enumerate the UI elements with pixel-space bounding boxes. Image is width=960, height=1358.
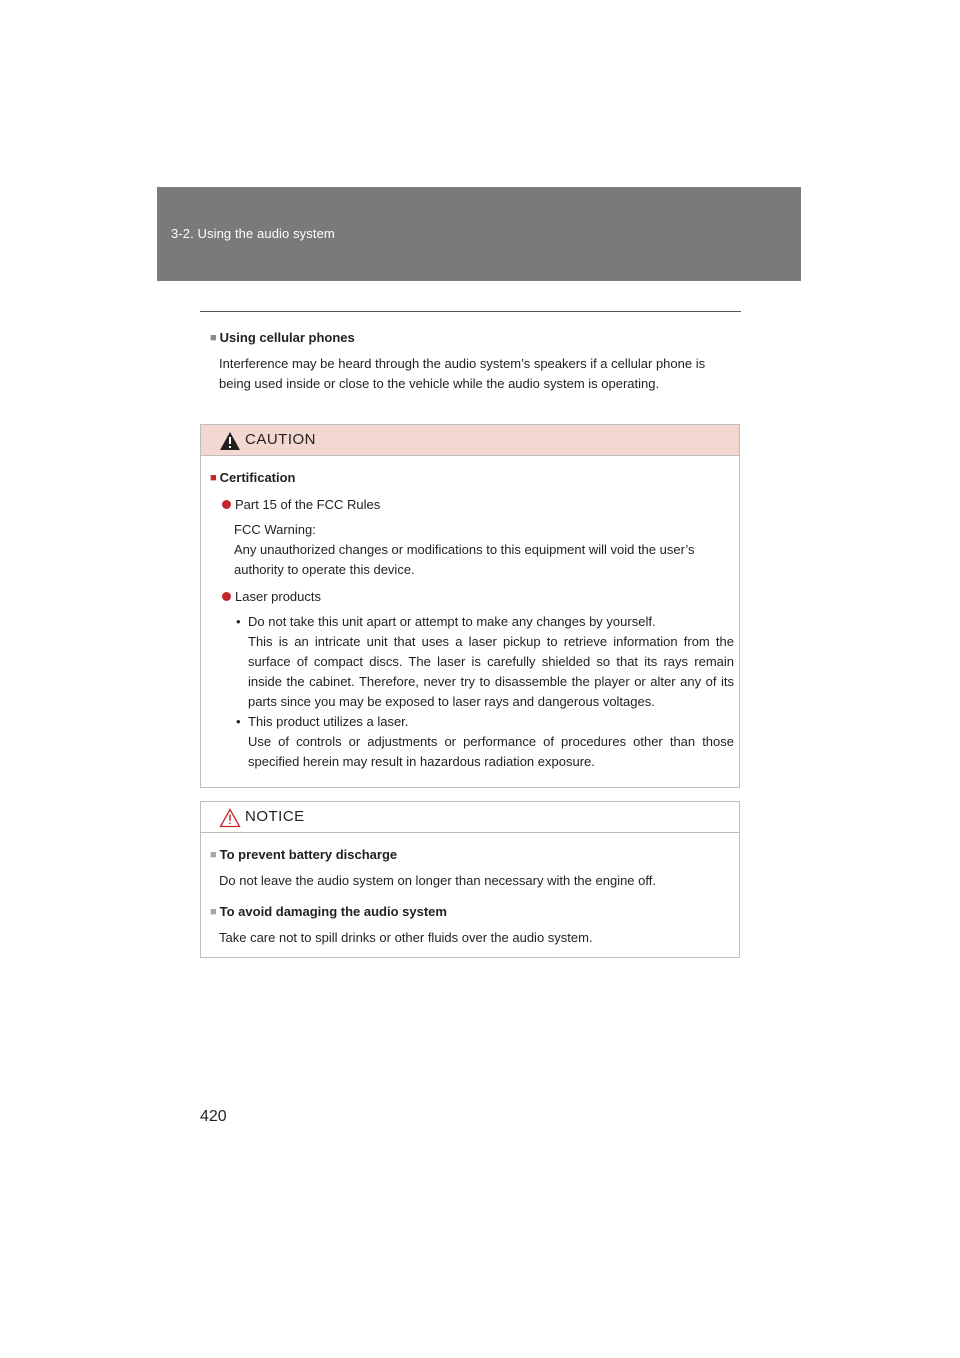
square-bullet-icon: ■	[210, 849, 217, 861]
caution-header	[201, 425, 739, 456]
laser-bullets	[236, 612, 734, 772]
intro-text: Interference may be heard through the audio system’s speakers if a cellular phone is being used inside or close to the vehicle while the audio system is operating.	[219, 356, 706, 391]
damage-heading: ■ To avoid damaging the audio system	[210, 904, 447, 919]
caution-label: CAUTION	[245, 431, 316, 448]
square-bullet-icon: ■	[210, 332, 217, 344]
caution-box	[200, 424, 740, 788]
notice-triangle-icon	[219, 808, 241, 828]
circle-bullet-icon	[222, 500, 231, 509]
caution-body	[210, 469, 734, 772]
notice-box	[200, 801, 740, 958]
list-item: • Do not take this unit apart or attempt to make any changes by yourself. This is an intricate unit that uses a laser pickup to retrieve information from the surface of compact discs. The laser is carefully shielded so that its rays remain inside the cabinet. Therefore, never try to disassemble the player or alter any of its parts since you may be exposed to laser rays and dangerous voltages.	[236, 614, 734, 709]
laser-products-item: Laser products	[222, 588, 734, 606]
notice-body	[210, 846, 734, 948]
battery-text: Do not leave the audio system on longer than necessary with the engine off.	[219, 873, 656, 888]
certification-heading: ■ Certification	[210, 470, 296, 485]
square-bullet-icon: ■	[210, 472, 217, 484]
notice-header	[201, 802, 739, 833]
fcc-warning-text: FCC Warning: Any unauthorized changes or modifications to this equipment will void the user’s authority to operate this device.	[234, 522, 695, 577]
intro-section	[210, 329, 740, 394]
section-title: 3-2. Using the audio system	[171, 226, 335, 241]
header-band	[157, 187, 801, 281]
notice-label: NOTICE	[245, 808, 305, 825]
dot-bullet-icon: •	[236, 714, 241, 729]
intro-heading: ■ Using cellular phones	[210, 330, 355, 345]
page-number: 420	[200, 1108, 227, 1125]
circle-bullet-icon	[222, 592, 231, 601]
divider	[200, 311, 741, 312]
warning-triangle-icon	[219, 431, 241, 451]
list-item: • This product utilizes a laser. Use of controls or adjustments or performance of procedures other than those specified herein may result in hazardous radiation exposure.	[236, 714, 734, 769]
fcc-rules-item: Part 15 of the FCC Rules	[222, 496, 734, 514]
square-bullet-icon: ■	[210, 906, 217, 918]
battery-heading: ■ To prevent battery discharge	[210, 847, 398, 862]
dot-bullet-icon: •	[236, 614, 241, 629]
damage-text: Take care not to spill drinks or other fluids over the audio system.	[219, 930, 593, 945]
